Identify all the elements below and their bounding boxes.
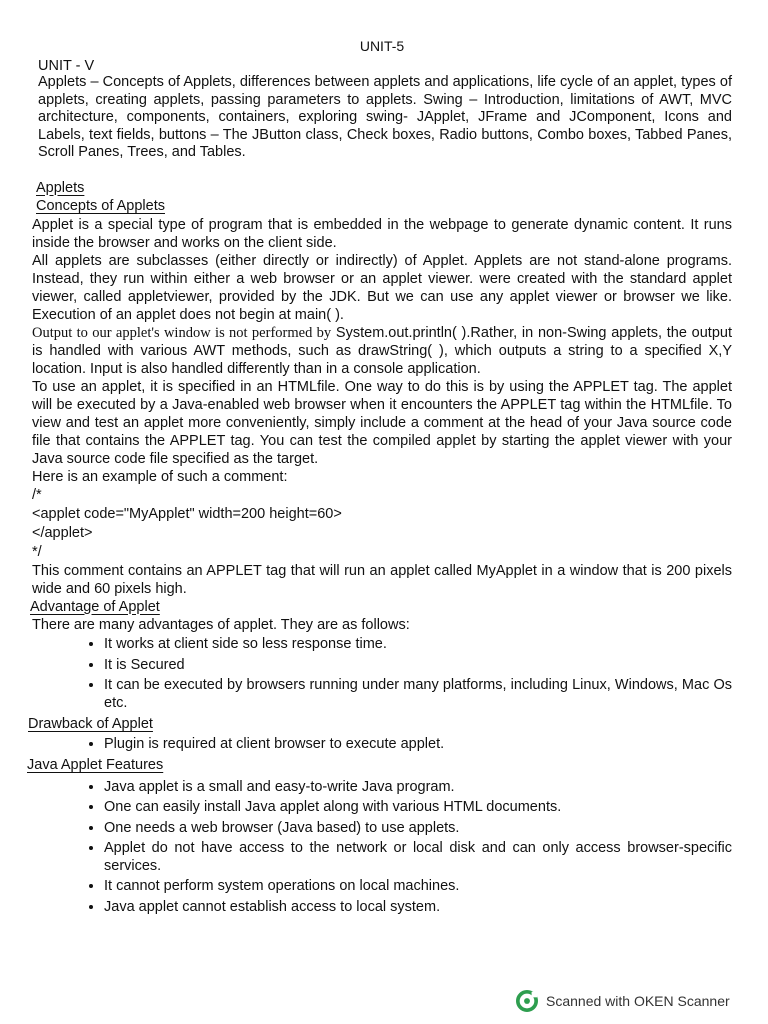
drawback-list (32, 736, 732, 754)
code-line: */ (32, 543, 42, 560)
paragraph-example-intro: Here is an example of such a comment: (32, 468, 288, 485)
list-item: • One can easily install Java applet along with various HTML documents. (104, 799, 732, 817)
list-item: • One needs a web browser (Java based) to use applets. (104, 820, 732, 838)
code-line: </applet> (32, 524, 93, 541)
paragraph-applet-definition: Applet is a special type of program that is embedded in the webpage to generate dynamic content. It runs inside the browser and works on the client side. (32, 216, 732, 251)
syllabus-text: Applets – Concepts of Applets, differences between applets and applications, life cycle of an applet, types of applets, creating applets, passing parameters to applets. Swing – Introduction, limitations of AWT, MVC architecture, components, containers, exploring swing- JApplet, JFrame and JComponent, Icons and Labels, text fields, buttons – The JButton class, Check boxes, Radio buttons, Combo boxes, Tabbed Panes, Scroll Panes, Trees, and Tables. (38, 74, 732, 160)
list-item: • Java applet cannot establish access to local system. (104, 899, 732, 917)
advantage-intro: There are many advantages of applet. They are as follows: (32, 617, 410, 633)
list-item: • It is Secured (104, 657, 732, 675)
list-item: • It cannot perform system operations on local machines. (104, 878, 732, 896)
paragraph-applet-output (32, 324, 732, 378)
paragraph-applet-subclasses: All applets are subclasses (either directly or indirectly) of Applet. Applets are not stand-alone programs. Instead, they run within either a web browser or an applet viewer. were created with the standard applet viewer, called appletviewer, provided by the JDK. But we can use any applet viewer or browser we like. Execution of an applet does not begin at main( ). (32, 252, 732, 323)
scanner-watermark (516, 990, 730, 1012)
code-line: <applet code="MyApplet" width=200 height=60> (32, 505, 342, 522)
code-line: /* (32, 486, 42, 503)
list-item: • Applet do not have access to the network or local disk and can only access browser-specific services. (104, 840, 732, 875)
advantage-list (32, 636, 732, 712)
list-item: • Java applet is a small and easy-to-write Java program. (104, 779, 732, 797)
list-item: • It can be executed by browsers running under many platforms, including Linux, Windows, Mac Os etc. (104, 677, 732, 712)
concepts-heading: Concepts of Applets (36, 198, 165, 214)
paragraph-comment-explanation: This comment contains an APPLET tag that will run an applet called MyApplet in a window that is 200 pixels wide and 60 pixels high. (32, 562, 732, 597)
code-example (32, 486, 732, 562)
list-item: • It works at client side so less response time. (104, 636, 732, 654)
applets-heading: Applets (36, 179, 85, 196)
serif-text: Output to our applet's window is not performed by (32, 324, 332, 341)
document-page (27, 38, 732, 919)
unit-label: UNIT - V (38, 58, 95, 74)
oken-scanner-logo-icon (516, 990, 538, 1012)
list-item: • Plugin is required at client browser to execute applet. (104, 736, 732, 754)
drawback-heading: Drawback of Applet (28, 716, 153, 732)
output-text: System.out.println( ).Rather, in non-Swing applets, the output is handled with various AWT methods, such as drawString( ), which outputs a string to a specified X,Y location. Input is also handled differently than in a console application. (32, 324, 732, 377)
paragraph-applet-html: To use an applet, it is specified in an HTMLfile. One way to do this is by using the APPLET tag. The applet will be executed by a Java-enabled web browser when it encounters the APPLET tag within the HTMLfile. To view and test an applet more conveniently, simply include a comment at the head of your Java source code file that contains the APPLET tag. You can test the compiled applet by starting the applet viewer with your Java source code file specified as the target. (32, 378, 732, 467)
features-heading: Java Applet Features (27, 757, 164, 773)
scanner-text: Scanned with OKEN Scanner (546, 993, 730, 1009)
advantage-heading: Advantage of Applet (30, 598, 160, 615)
features-list (32, 779, 732, 917)
unit-title: UNIT-5 (359, 38, 405, 54)
